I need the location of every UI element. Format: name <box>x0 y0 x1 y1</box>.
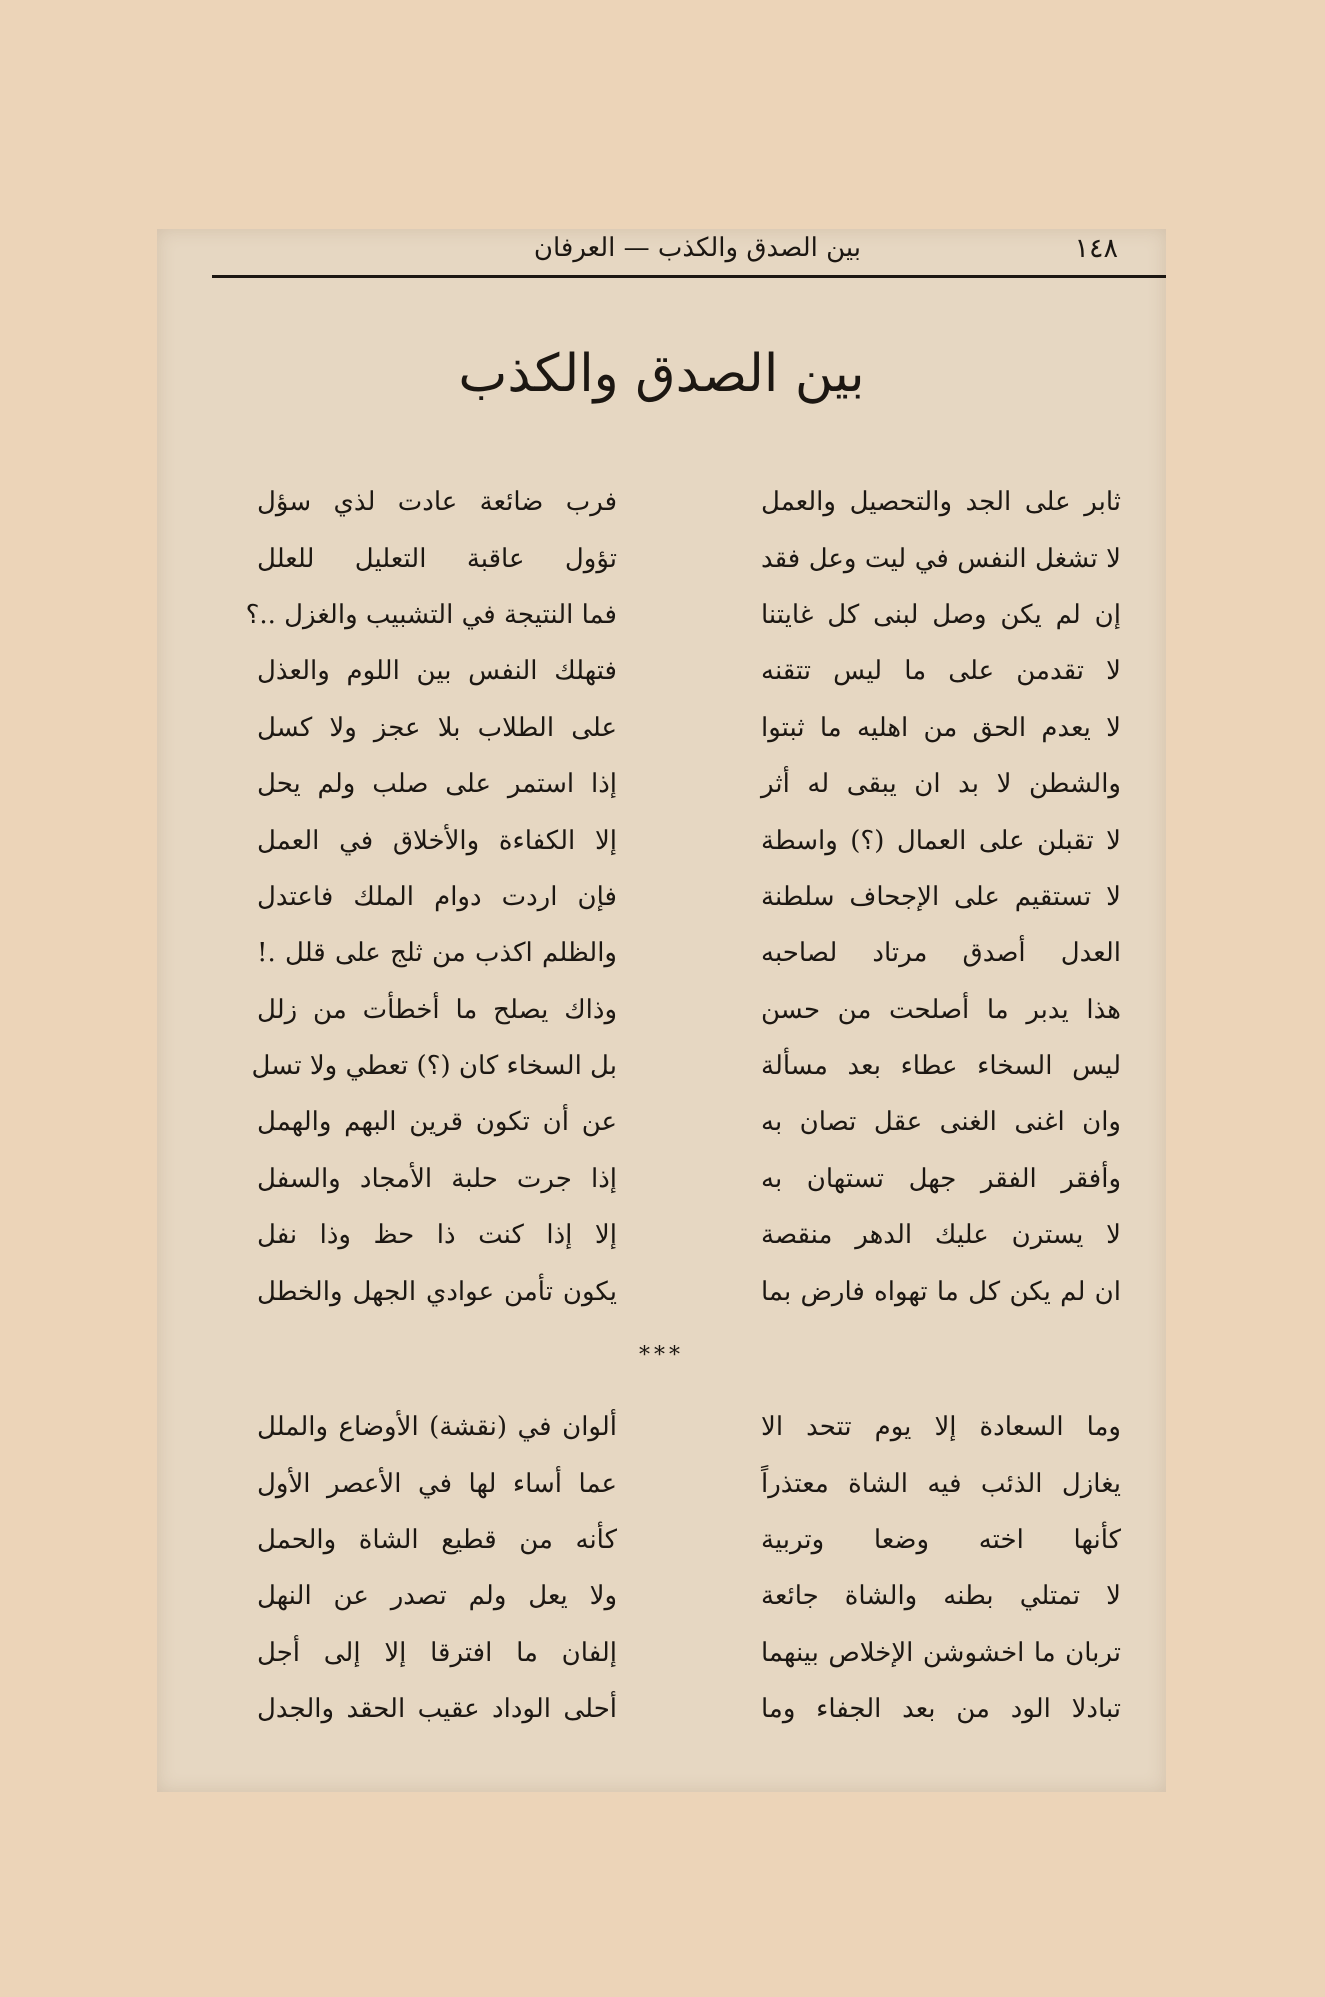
second-hemistich: ولا يعل ولم تصدر عن النهل <box>257 1581 617 1612</box>
second-hemistich: عن أن تكون قرين البهم والهمل <box>257 1107 617 1138</box>
verse-line <box>257 700 1121 756</box>
second-hemistich: وذاك يصلح ما أخطأت من زلل <box>257 994 617 1025</box>
second-hemistich: والظلم اكذب من ثلج على قلل .! <box>257 938 617 969</box>
second-hemistich: كأنه من قطيع الشاة والحمل <box>257 1524 617 1555</box>
second-hemistich: فما النتيجة في التشبيب والغزل ..؟ <box>245 599 617 630</box>
first-hemistich: كأنها اخته وضعا وتربية <box>761 1524 1121 1555</box>
second-hemistich: تؤول عاقبة التعليل للعلل <box>257 543 617 574</box>
first-hemistich: هذا يدبر ما أصلحت من حسن <box>761 994 1121 1025</box>
verse-line <box>257 530 1121 586</box>
first-hemistich: لا يعدم الحق من اهليه ما ثبتوا <box>761 712 1121 743</box>
second-hemistich: إذا جرت حلبة الأمجاد والسفل <box>257 1163 617 1194</box>
first-hemistich: لا يسترن عليك الدهر منقصة <box>761 1220 1121 1251</box>
first-hemistich: لا تشغل النفس في ليت وعل فقد <box>761 543 1121 574</box>
second-hemistich: إلا الكفاءة والأخلاق في العمل <box>257 825 617 856</box>
verse-line <box>257 1568 1121 1624</box>
running-title: بين الصدق والكذب — العرفان <box>533 233 861 263</box>
verse-line <box>257 1263 1121 1319</box>
verse-line <box>245 587 1121 643</box>
first-hemistich: إن لم يكن وصل لبنى كل غايتنا <box>761 599 1121 630</box>
poem-title: بين الصدق والكذب <box>458 344 865 404</box>
second-hemistich: فتهلك النفس بين اللوم والعذل <box>257 656 617 687</box>
verse-line <box>257 869 1121 925</box>
second-hemistich: يكون تأمن عوادي الجهل والخطل <box>257 1276 617 1307</box>
first-hemistich: وان اغنى الغنى عقل تصان به <box>761 1107 1121 1138</box>
first-hemistich: وما السعادة إلا يوم تتحد الا <box>761 1412 1121 1443</box>
first-hemistich: تربان ما اخشوشن الإخلاص بينهما <box>761 1637 1121 1668</box>
first-hemistich: لا تستقيم على الإجحاف سلطنة <box>761 881 1121 912</box>
verse-line <box>257 1455 1121 1511</box>
first-hemistich: لا تقبلن على العمال (؟) واسطة <box>761 825 1121 856</box>
verse-line <box>257 1625 1121 1681</box>
first-hemistich: والشطن لا بد ان يبقى له أثر <box>761 769 1121 800</box>
poem-stanza-2 <box>257 1399 1121 1737</box>
second-hemistich: فرب ضائعة عادت لذي سؤل <box>257 487 617 518</box>
second-hemistich: بل السخاء كان (؟) تعطي ولا تسل <box>251 1051 617 1082</box>
verse-line <box>257 1681 1121 1737</box>
page-number: ١٤٨ <box>1074 233 1118 264</box>
first-hemistich: تبادلا الود من بعد الجفاء وما <box>761 1694 1121 1725</box>
first-hemistich: ليس السخاء عطاء بعد مسألة <box>761 1051 1121 1082</box>
verse-line <box>257 812 1121 868</box>
stanza-separator: *** <box>639 1343 684 1368</box>
verse-line <box>257 982 1121 1038</box>
first-hemistich: وأفقر الفقر جهل تستهان به <box>761 1163 1121 1194</box>
first-hemistich: العدل أصدق مرتاد لصاحبه <box>761 938 1121 969</box>
verse-line <box>257 1512 1121 1568</box>
verse-line <box>257 1151 1121 1207</box>
second-hemistich: على الطلاب بلا عجز ولا كسل <box>257 712 617 743</box>
verse-line <box>257 474 1121 530</box>
second-hemistich: إلفان ما افترقا إلا إلى أجل <box>257 1637 617 1668</box>
second-hemistich: ألوان في (نقشة) الأوضاع والملل <box>257 1412 617 1443</box>
poem-stanza-1 <box>245 474 1121 1320</box>
second-hemistich: عما أساء لها في الأعصر الأول <box>257 1468 617 1499</box>
running-header <box>157 229 1166 279</box>
first-hemistich: لا تقدمن على ما ليس تتقنه <box>761 656 1121 687</box>
verse-line <box>257 1399 1121 1455</box>
second-hemistich: إلا إذا كنت ذا حظ وذا نفل <box>257 1220 617 1251</box>
first-hemistich: يغازل الذئب فيه الشاة معتذراً <box>761 1468 1121 1499</box>
journal-page <box>157 229 1166 1792</box>
first-hemistich: لا تمتلي بطنه والشاة جائعة <box>761 1581 1121 1612</box>
second-hemistich: أحلى الوداد عقيب الحقد والجدل <box>257 1694 617 1725</box>
verse-line <box>257 643 1121 699</box>
verse-line <box>257 925 1121 981</box>
verse-line <box>257 756 1121 812</box>
first-hemistich: ثابر على الجد والتحصيل والعمل <box>761 487 1121 518</box>
verse-line <box>257 1207 1121 1263</box>
verse-line <box>257 1094 1121 1150</box>
second-hemistich: فإن اردت دوام الملك فاعتدل <box>257 881 617 912</box>
header-rule <box>212 275 1166 278</box>
first-hemistich: ان لم يكن كل ما تهواه فارض بما <box>761 1276 1121 1307</box>
verse-line <box>251 1038 1121 1094</box>
second-hemistich: إذا استمر على صلب ولم يحل <box>257 769 617 800</box>
